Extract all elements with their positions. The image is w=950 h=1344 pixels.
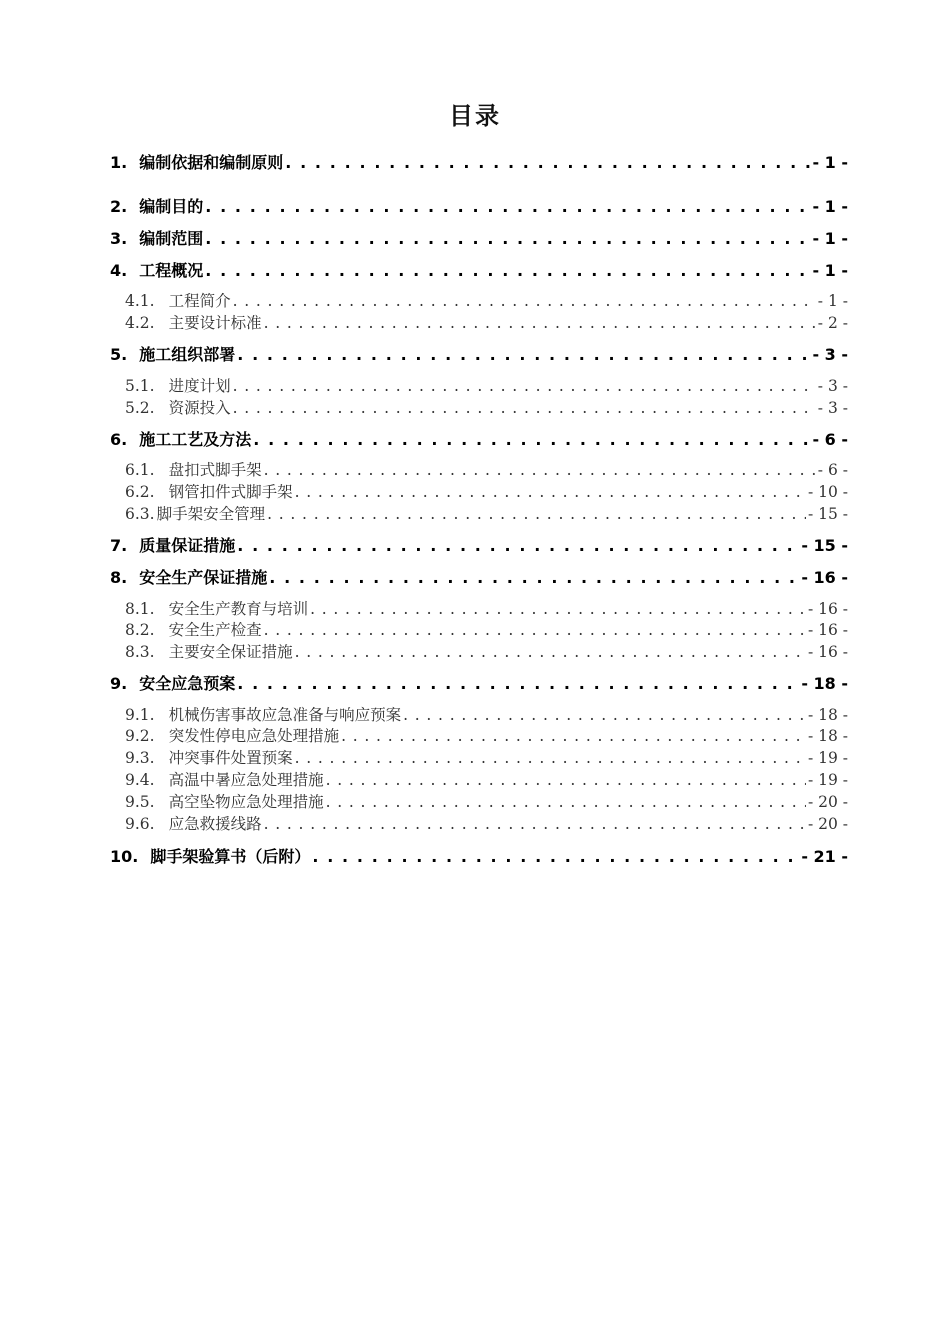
- toc-entry-number: 6.: [110, 430, 128, 449]
- toc-entry-title: 工程简介: [168, 292, 231, 310]
- toc-entry[interactable]: [110, 671, 848, 694]
- toc-subentry[interactable]: [110, 703, 848, 725]
- toc-page-number: - 20 -: [807, 815, 848, 833]
- toc-entry-number: 4.: [110, 261, 128, 280]
- toc-dot-leader: [341, 727, 806, 745]
- toc-entry-number: 9.1.: [125, 706, 155, 724]
- toc-subentry[interactable]: [110, 724, 848, 746]
- toc-entry-number: 9.4.: [125, 771, 155, 789]
- toc-page-number: - 3 -: [817, 399, 848, 417]
- toc-entry-title: 冲突事件处置预案: [168, 749, 293, 767]
- toc-entry-title: 安全生产教育与培训: [168, 600, 309, 618]
- toc-entry-title: 脚手架安全管理: [156, 505, 266, 523]
- toc-page-number: - 16 -: [807, 621, 848, 639]
- toc-entry-title: 施工组织部署: [139, 345, 236, 364]
- toc-entry-number: 10.: [110, 847, 139, 866]
- toc-entry-number: 8.: [110, 568, 128, 587]
- toc-entry-number: 9.2.: [125, 727, 155, 745]
- toc-title: 目录: [449, 102, 501, 130]
- toc-dot-leader: [237, 674, 799, 693]
- toc-page-number: - 16 -: [801, 568, 848, 587]
- toc-entry-number: 7.: [110, 536, 128, 555]
- toc-entry-number: 9.5.: [125, 793, 155, 811]
- toc-page-number: - 1 -: [812, 229, 848, 248]
- toc-dot-leader: [403, 706, 806, 724]
- toc-page-number: - 1 -: [812, 261, 848, 280]
- toc-entry-number: 8.2.: [125, 621, 155, 639]
- toc-page-number: - 16 -: [807, 643, 848, 661]
- toc-dot-leader: [310, 600, 806, 618]
- toc-dot-leader: [269, 568, 799, 587]
- toc-entry-title: 盘扣式脚手架: [168, 461, 262, 479]
- toc-entry-number: 8.1.: [125, 600, 155, 618]
- toc-entry[interactable]: [110, 565, 848, 588]
- toc-entry-number: 6.1.: [125, 461, 155, 479]
- toc-page-number: - 19 -: [807, 749, 848, 767]
- toc-page-number: - 1 -: [812, 153, 848, 172]
- toc-entry-number: 9.6.: [125, 815, 155, 833]
- toc-entry-title: 编制依据和编制原则: [139, 153, 284, 172]
- toc-entry-number: 4.2.: [125, 314, 155, 332]
- toc-entry-title: 安全生产检查: [168, 621, 262, 639]
- toc-subentry[interactable]: [110, 618, 848, 640]
- toc-entry[interactable]: [110, 194, 848, 217]
- toc-entry-title: 安全生产保证措施: [139, 568, 268, 587]
- toc-subentry[interactable]: [110, 746, 848, 768]
- toc-page-number: - 3 -: [812, 345, 848, 364]
- toc-entry-number: 1.: [110, 153, 128, 172]
- toc-dot-leader: [295, 643, 806, 661]
- toc-entry-title: 应急救援线路: [168, 815, 262, 833]
- toc-subentry[interactable]: [110, 597, 848, 619]
- toc-dot-leader: [205, 261, 810, 280]
- toc-entry-title: 钢管扣件式脚手架: [168, 483, 293, 501]
- toc-entry-title: 进度计划: [168, 377, 231, 395]
- toc-entry[interactable]: [110, 150, 848, 173]
- toc-dot-leader: [233, 399, 816, 417]
- toc-page-number: - 18 -: [807, 727, 848, 745]
- toc-dot-leader: [233, 292, 816, 310]
- toc-entry-number: 3.: [110, 229, 128, 248]
- toc-page-number: - 18 -: [801, 674, 848, 693]
- toc-dot-leader: [253, 430, 810, 449]
- toc-subentry[interactable]: [110, 768, 848, 790]
- toc-dot-leader: [285, 153, 810, 172]
- toc-page-number: - 15 -: [801, 536, 848, 555]
- toc-entry[interactable]: [110, 342, 848, 365]
- toc-page-number: - 2 -: [817, 314, 848, 332]
- toc-entry-title: 编制范围: [139, 229, 204, 248]
- toc-page-number: - 16 -: [807, 600, 848, 618]
- toc-entry-title: 脚手架验算书（后附）: [150, 847, 311, 866]
- toc-page-number: - 21 -: [801, 847, 848, 866]
- toc-entry-title: 高温中暑应急处理措施: [168, 771, 324, 789]
- toc-entry-title: 突发性停电应急处理措施: [168, 727, 340, 745]
- toc-entry-number: 6.3.: [125, 505, 155, 523]
- toc-subentry[interactable]: [110, 458, 848, 480]
- toc-dot-leader: [237, 345, 810, 364]
- toc-entry-number: 8.3.: [125, 643, 155, 661]
- toc-page-number: - 3 -: [817, 377, 848, 395]
- toc-entry[interactable]: [110, 427, 848, 450]
- toc-entry-title: 高空坠物应急处理措施: [168, 793, 324, 811]
- toc-entry[interactable]: [110, 258, 848, 281]
- toc-dot-leader: [267, 505, 806, 523]
- toc-subentry[interactable]: [110, 502, 848, 524]
- toc-subentry[interactable]: [110, 480, 848, 502]
- toc-subentry[interactable]: [110, 790, 848, 812]
- toc-entry-number: 9.: [110, 674, 128, 693]
- toc-page-number: - 6 -: [812, 430, 848, 449]
- toc-subentry[interactable]: [110, 289, 848, 311]
- toc-entry[interactable]: [110, 533, 848, 556]
- toc-page-number: - 6 -: [817, 461, 848, 479]
- toc-dot-leader: [326, 771, 806, 789]
- toc-dot-leader: [312, 847, 799, 866]
- toc-dot-leader: [264, 314, 816, 332]
- toc-subentry[interactable]: [110, 640, 848, 662]
- toc-page-number: - 15 -: [807, 505, 848, 523]
- toc-dot-leader: [264, 461, 816, 479]
- toc-page-number: - 1 -: [812, 197, 848, 216]
- toc-page-number: - 18 -: [807, 706, 848, 724]
- toc-dot-leader: [326, 793, 806, 811]
- toc-dot-leader: [205, 229, 810, 248]
- toc-entry-number: 2.: [110, 197, 128, 216]
- toc-entry-number: 6.2.: [125, 483, 155, 501]
- toc-dot-leader: [205, 197, 810, 216]
- toc-subentry[interactable]: [110, 812, 848, 834]
- toc-subentry[interactable]: [110, 311, 848, 333]
- toc-subentry[interactable]: [110, 374, 848, 396]
- toc-entry-title: 编制目的: [139, 197, 204, 216]
- toc-page-number: - 1 -: [817, 292, 848, 310]
- toc-dot-leader: [295, 483, 806, 501]
- toc-entry-title: 质量保证措施: [139, 536, 236, 555]
- toc-entry-title: 工程概况: [139, 261, 204, 280]
- toc-subentry[interactable]: [110, 396, 848, 418]
- toc-entry[interactable]: [110, 844, 848, 867]
- toc-entry[interactable]: [110, 226, 848, 249]
- toc-entry-title: 主要安全保证措施: [168, 643, 293, 661]
- toc-dot-leader: [264, 621, 806, 639]
- toc-entry-title: 施工工艺及方法: [139, 430, 252, 449]
- toc-entry-title: 机械伤害事故应急准备与响应预案: [168, 706, 402, 724]
- toc-page-number: - 10 -: [807, 483, 848, 501]
- toc-dot-leader: [295, 749, 806, 767]
- toc-entry-number: 5.: [110, 345, 128, 364]
- toc-dot-leader: [264, 815, 806, 833]
- toc-dot-leader: [237, 536, 799, 555]
- toc-entry-title: 安全应急预案: [139, 674, 236, 693]
- toc-dot-leader: [233, 377, 816, 395]
- toc-entry-title: 资源投入: [168, 399, 231, 417]
- toc-page-number: - 19 -: [807, 771, 848, 789]
- toc-page-number: - 20 -: [807, 793, 848, 811]
- toc-entry-title: 主要设计标准: [168, 314, 262, 332]
- toc-entry-number: 5.1.: [125, 377, 155, 395]
- toc-entry-number: 4.1.: [125, 292, 155, 310]
- toc-entry-number: 5.2.: [125, 399, 155, 417]
- toc-entry-number: 9.3.: [125, 749, 155, 767]
